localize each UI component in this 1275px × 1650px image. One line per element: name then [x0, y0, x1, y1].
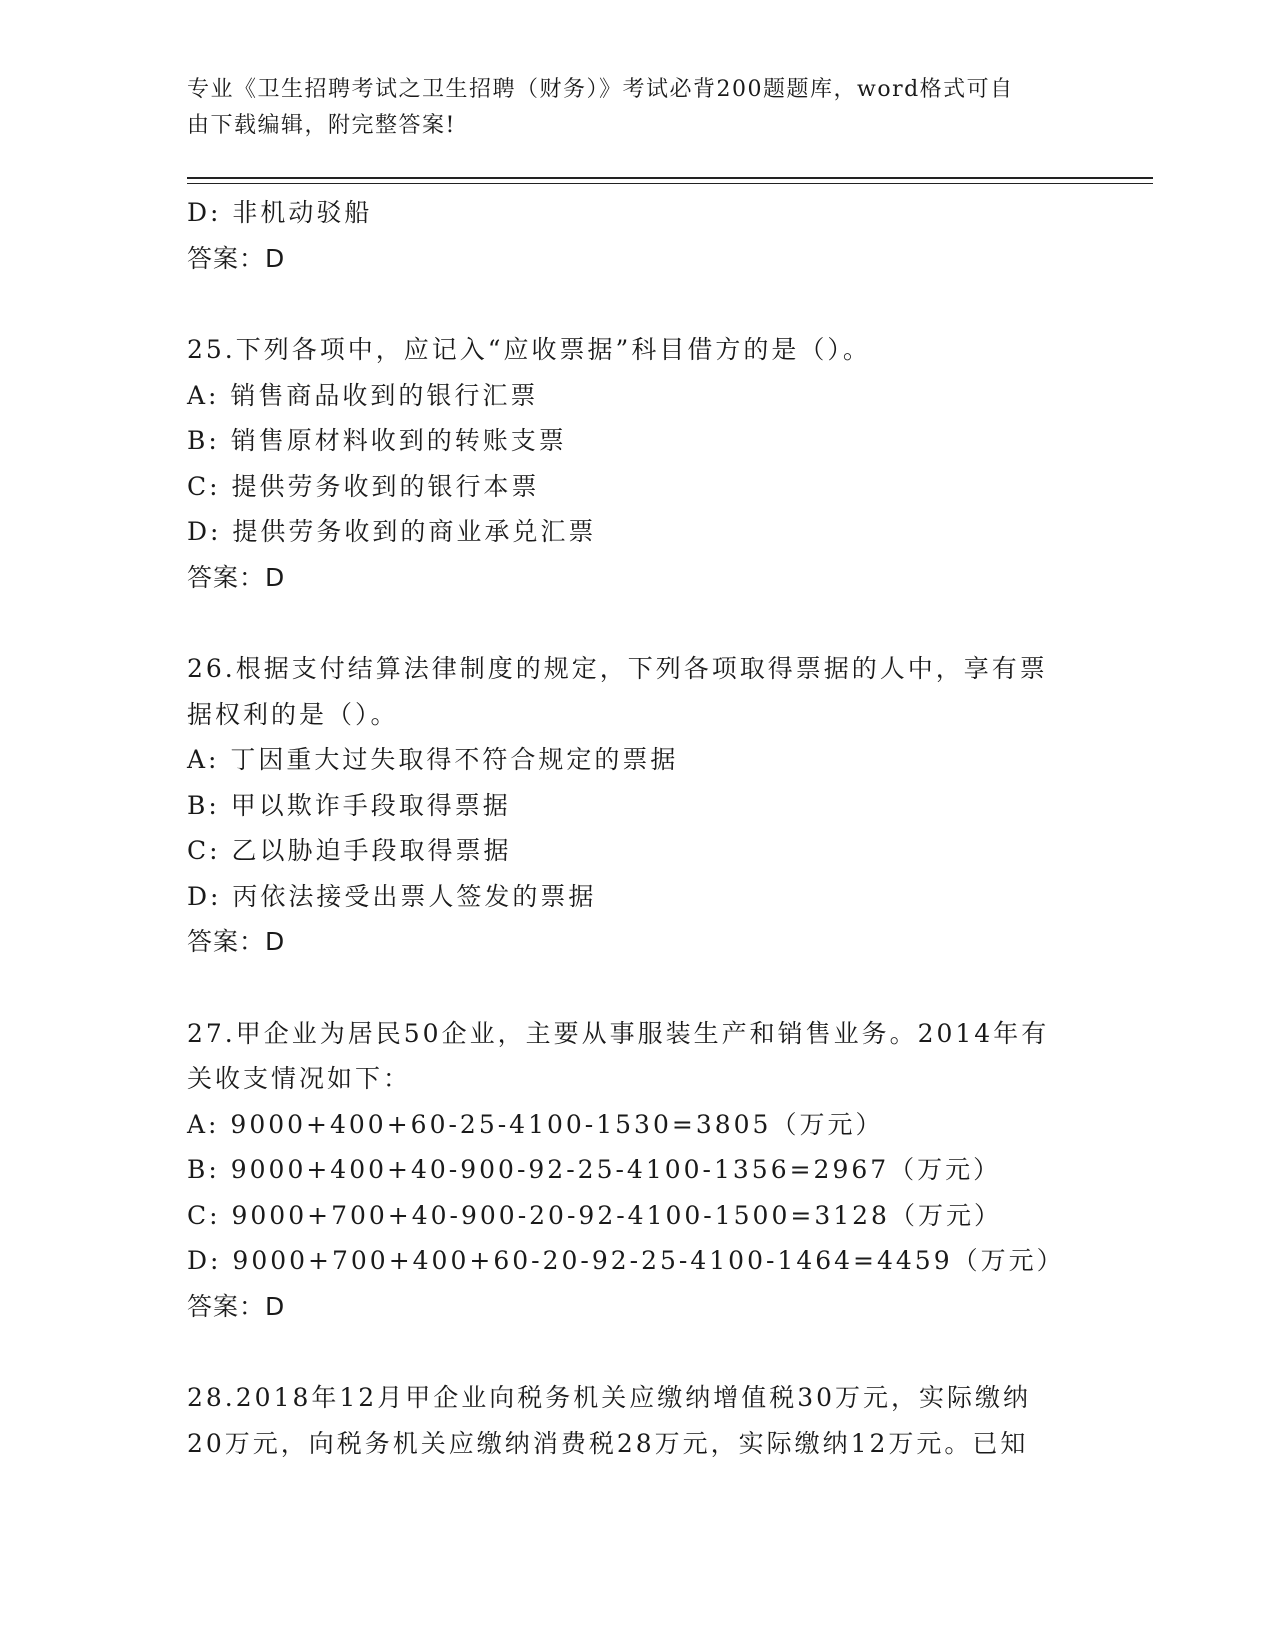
carryover-block — [187, 190, 1087, 281]
question-stem-continued: 据权利的是（）。 — [187, 699, 399, 729]
document-header — [187, 72, 1087, 144]
question-stem: 26.根据支付结算法律制度的规定，下列各项取得票据的人中，享有票 — [187, 654, 1048, 683]
option-b: B: 甲以欺诈手段取得票据 — [187, 790, 511, 820]
option-b: B: 9000+400+40-900-92-25-4100-1356=2967（万元） — [187, 1155, 1002, 1184]
option-a: A: 9000+400+60-25-4100-1530=3805（万元） — [187, 1109, 884, 1139]
option-a: A: 销售商品收到的银行汇票 — [187, 380, 539, 410]
option-d: D: 9000+700+400+60-20-92-25-4100-1464=4459（万元） — [187, 1246, 1065, 1275]
answer-line: 答案：D — [187, 243, 286, 273]
header-line-1: 专业《卫生招聘考试之卫生招聘（财务）》考试必背200题题库，word格式可自 — [187, 77, 1014, 102]
question-28 — [187, 1375, 1087, 1466]
option-b: B: 销售原材料收到的转账支票 — [187, 426, 567, 455]
answer-line: 答案：D — [187, 927, 286, 956]
header-divider-thick — [187, 177, 1153, 179]
option-c: C: 9000+700+40-900-20-92-4100-1500=3128（万元） — [187, 1200, 1002, 1230]
header-line-2: 由下载编辑，附完整答案! — [187, 113, 456, 138]
question-25 — [187, 327, 1087, 600]
option-c: C: 提供劳务收到的银行本票 — [187, 471, 540, 501]
question-stem: 28.2018年12月甲企业向税务机关应缴纳增值税30万元，实际缴纳 — [187, 1383, 1032, 1412]
document-body — [187, 190, 1087, 1466]
option-d: D: 非机动驳船 — [187, 198, 373, 227]
question-stem-continued: 20万元，向税务机关应缴纳消费税28万元，实际缴纳12万元。已知 — [187, 1428, 1029, 1458]
question-stem: 27.甲企业为居民50企业，主要从事服装生产和销售业务。2014年有 — [187, 1018, 1050, 1048]
option-a: A: 丁因重大过失取得不符合规定的票据 — [187, 745, 679, 774]
header-divider-thin — [187, 183, 1153, 184]
answer-line: 答案：D — [187, 1291, 286, 1321]
option-c: C: 乙以胁迫手段取得票据 — [187, 836, 512, 865]
option-d: D: 提供劳务收到的商业承兑汇票 — [187, 517, 597, 546]
answer-line: 答案：D — [187, 562, 286, 592]
question-stem: 25.下列各项中，应记入“应收票据”科目借方的是（）。 — [187, 335, 871, 364]
option-d: D: 丙依法接受出票人签发的票据 — [187, 881, 597, 911]
question-stem-continued: 关收支情况如下： — [187, 1064, 412, 1093]
question-26 — [187, 646, 1087, 965]
question-27 — [187, 1011, 1087, 1330]
